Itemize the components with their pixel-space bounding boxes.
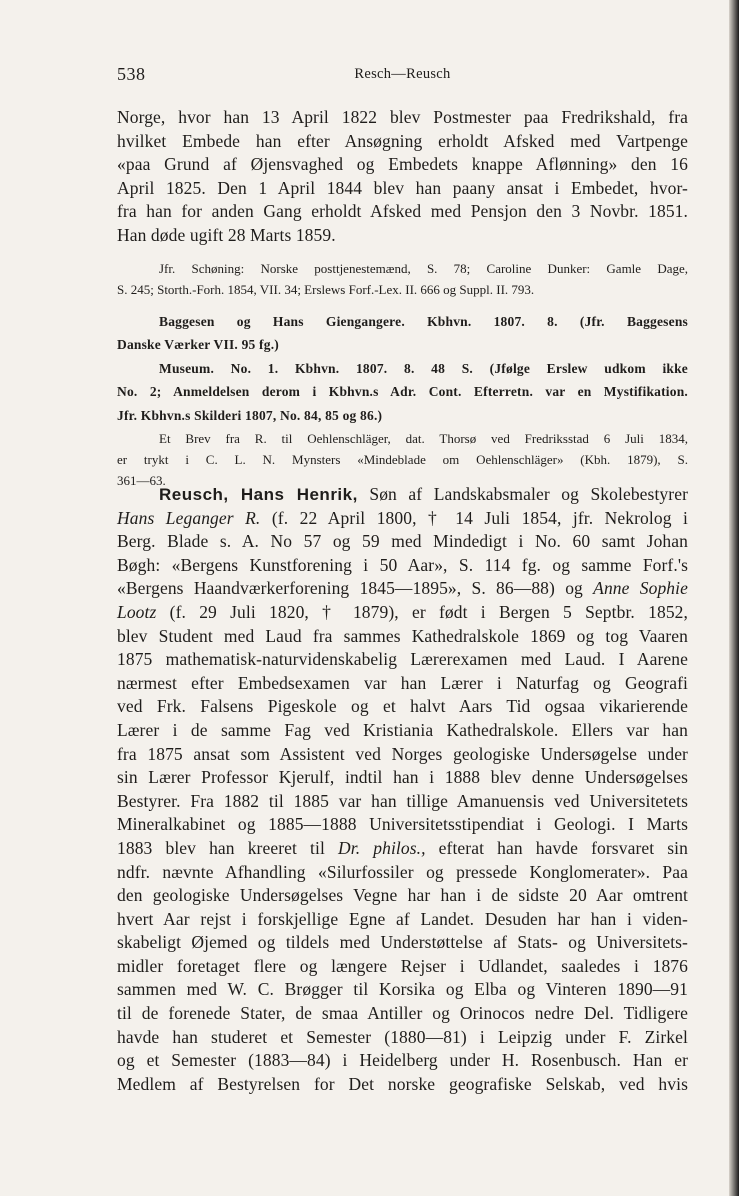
page-number: 538: [117, 64, 146, 84]
text-line: havde han studeret et Semester (1880—81) i Leipzig under F. Zirkel: [117, 1026, 688, 1047]
text-line: Lootz (f. 29 Juli 1820, † 1879), er født i Bergen 5 Septbr. 1852,: [117, 601, 688, 622]
work-line: Jfr. Kbhvn.s Skilderi 1807, No. 84, 85 og 86.): [117, 407, 383, 423]
text-line: Lærer i de samme Fag ved Kristiania Kathedralskole. Ellers var han: [117, 719, 688, 740]
text-line: Norge, hvor han 13 April 1822 blev Postmester paa Fredrikshald, fra: [117, 107, 688, 127]
text-line: Medlem af Bestyrelsen for Det norske geografiske Selskab, ved hvis: [117, 1073, 688, 1094]
text-line: midler foretaget flere og længere Rejser i Udlandet, saaledes i 1876: [117, 955, 688, 976]
note-line: 361—63.: [117, 472, 166, 488]
works-block: [117, 310, 688, 428]
text-line: Hans Leganger R. (f. 22 April 1800, † 14 Juli 1854, jfr. Nekrolog i: [117, 507, 688, 528]
page-header: [117, 64, 688, 88]
text-line: Mineralkabinet og 1885—1888 Universitetsstipendiat i Geologi. I Marts: [117, 814, 688, 835]
references-block: [117, 258, 688, 300]
text-line: ndfr. nævnte Afhandling «Silurfossiler og pressede Konglomerater». Paa: [117, 861, 688, 882]
italic-name: Anne Sophie: [593, 578, 688, 599]
text-line: den geologiske Undersøgelses Vegne har han i de sidste 20 Aar omtrent: [117, 885, 688, 906]
text-line: 1883 blev han kreeret til Dr. philos., efterat han havde forsvaret sin: [117, 837, 688, 858]
text-line: fra han for anden Gang erholdt Afsked med Pensjon den 3 Novbr. 1851.: [117, 201, 688, 222]
text-line: fra 1875 ansat som Assistent ved Norges geologiske Undersøgelse under: [117, 743, 688, 764]
text-line: og et Semester (1883—84) i Heidelberg under H. Rosenbusch. Han er: [117, 1050, 688, 1071]
text-line: «Bergens Haandværkerforening 1845—1895», S. 86—88) og Anne Sophie: [117, 578, 688, 599]
note-line: er trykt i C. L. N. Mynsters «Mindeblade om Oehlenschläger» (Kbh. 1879), S.: [117, 451, 688, 467]
reference-line: S. 245; Storth.-Forh. 1854, VII. 34; Erslews Forf.-Lex. II. 666 og Suppl. II. 793.: [117, 281, 535, 297]
text-line: 1875 mathematisk-naturvidenskabelig Lærerexamen med Laud. I Aarene: [117, 649, 688, 670]
text-line: «paa Grund af Øjensvaghed og Embedets knappe Aflønning» den 16: [117, 154, 688, 175]
text-line: ved Frk. Falsens Pigeskole og et halvt Aars Tid ogsaa vikarierende: [117, 696, 688, 717]
text-line: sin Lærer Professor Kjerulf, indtil han i 1888 blev denne Undersøgelses: [117, 767, 688, 788]
text-line: hvert Aar rejst i forskjellige Egne af Landet. Desuden har han i viden-: [117, 908, 688, 929]
text-line: sammen med W. C. Brøgger til Korsika og Elba og Vinteren 1890—91: [117, 979, 688, 1000]
work-line: No. 2; Anmeldelsen derom i Kbhvn.s Adr. Cont. Efterretn. var en Mystifikation.: [117, 384, 688, 400]
biographical-entry: [117, 483, 688, 1096]
italic-name: Hans Leganger R.: [117, 507, 261, 528]
text-line: Bestyrer. Fra 1882 til 1885 var han tillige Amanuensis ved Universitetets: [117, 790, 688, 811]
entry-first-line: Reusch, Hans Henrik, Søn af Landskabsmaler og Skolebestyrer: [159, 484, 688, 504]
note-block: [117, 428, 688, 491]
italic-title: Dr. philos.,: [338, 837, 426, 858]
italic-name: Lootz: [117, 601, 157, 622]
text-line: Berg. Blade s. A. No 57 og 59 med Mindedigt i No. 60 samt Johan: [117, 531, 688, 552]
work-line: Danske Værker VII. 95 fg.): [117, 337, 279, 353]
text-line: April 1825. Den 1 April 1844 blev han paany ansat i Embedet, hvor-: [117, 177, 688, 198]
page-edge-shadow: [729, 0, 739, 1196]
note-line: Et Brev fra R. til Oehlenschläger, dat. Thorsø ved Fredriksstad 6 Juli 1834,: [159, 430, 688, 446]
work-line: Baggesen og Hans Giengangere. Kbhvn. 1807. 8. (Jfr. Baggesens: [159, 313, 688, 329]
text-line: Han døde ugift 28 Marts 1859.: [117, 224, 336, 245]
text-line: blev Student med Laud fra sammes Kathedralskole 1869 og tog Vaaren: [117, 625, 688, 646]
text-line: skabeligt Øjemed og tildels med Understøttelse af Stats- og Universitets-: [117, 932, 688, 953]
entry-heading: Reusch, Hans Henrik,: [159, 485, 358, 504]
text-line: til de forenede Stater, de smaa Antiller og Orinocos nedre Del. Tidligere: [117, 1003, 688, 1024]
text-line: Bøgh: «Bergens Kunstforening i 50 Aar», S. 114 fg. og samme Forf.'s: [117, 554, 688, 575]
reference-line: Jfr. Schøning: Norske posttjenestemænd, S. 78; Caroline Dunker: Gamle Dage,: [159, 260, 688, 276]
text-line: nærmest efter Embedsexamen var han Lærer i Naturfag og Geografi: [117, 672, 688, 693]
work-line: Museum. No. 1. Kbhvn. 1807. 8. 48 S. (Jfølge Erslew udkom ikke: [159, 360, 688, 376]
continued-entry: [117, 106, 688, 491]
running-head: Resch—Reusch: [354, 66, 451, 82]
text-line: hvilket Embede han efter Ansøgning erholdt Afsked med Vartpenge: [117, 130, 688, 151]
